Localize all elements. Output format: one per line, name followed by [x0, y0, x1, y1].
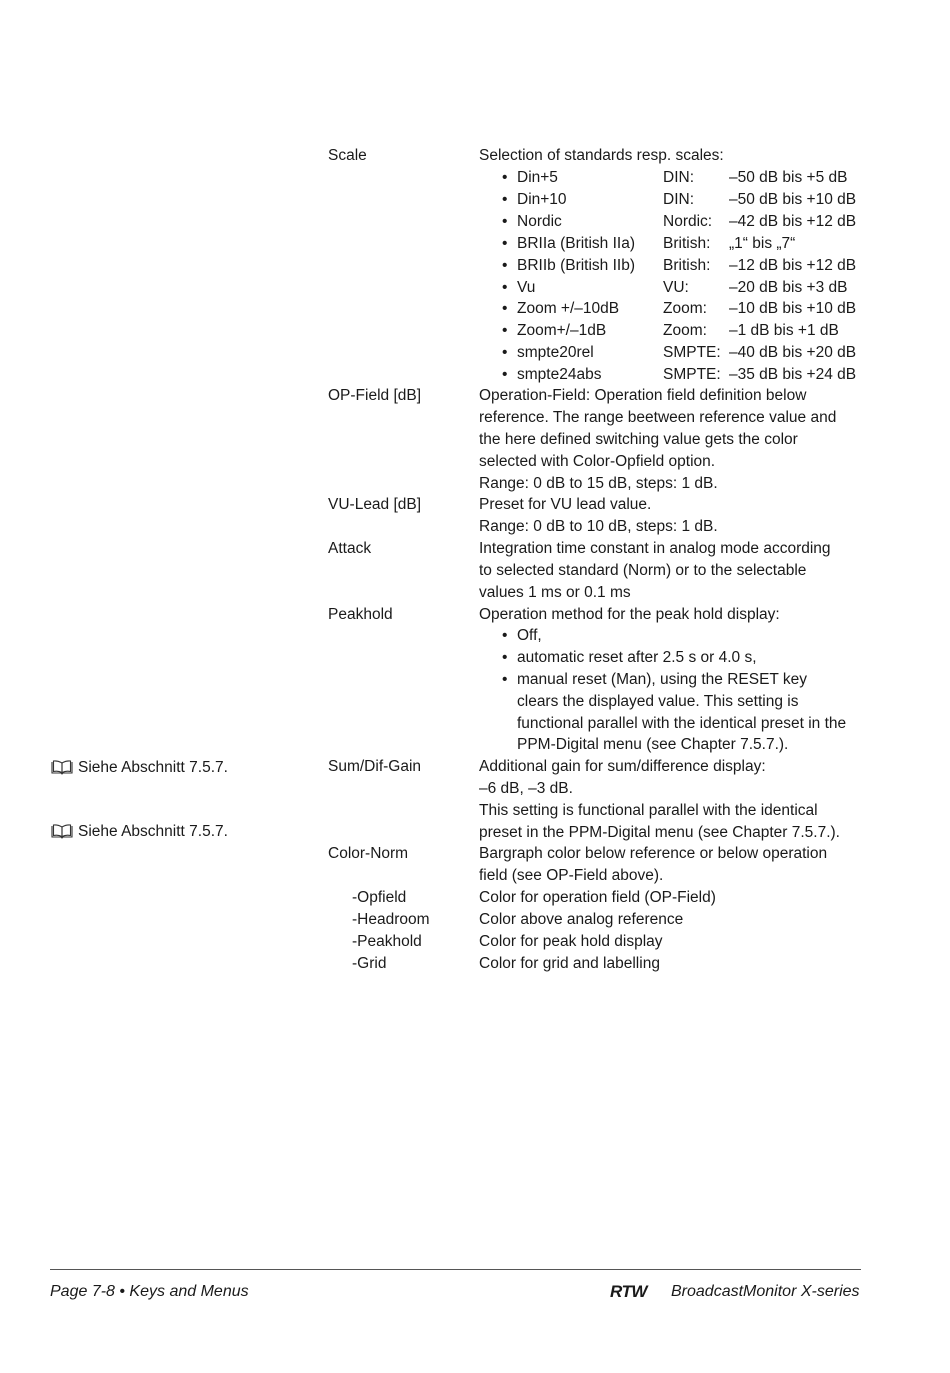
bullet: • [502, 344, 508, 361]
sumdif-line: preset in the PPM-Digital menu (see Chapter 7.5.7.). [479, 824, 840, 841]
bullet: • [502, 257, 508, 274]
colornorm-subdesc: Color above analog reference [479, 911, 684, 928]
colornorm-line: field (see OP-Field above). [479, 867, 664, 884]
bullet: • [502, 366, 508, 383]
scale-intro: Selection of standards resp. scales: [479, 147, 724, 164]
peakhold-bullet: automatic reset after 2.5 s or 4.0 s, [517, 649, 757, 666]
margin-note: Siehe Abschnitt 7.5.7. [78, 823, 228, 840]
scale-item-standard: DIN: [663, 169, 694, 186]
book-icon [51, 824, 73, 839]
bullet: • [502, 627, 508, 644]
scale-item-standard: SMPTE: [663, 344, 721, 361]
bullet: • [502, 671, 508, 688]
vulead-line: Preset for VU lead value. [479, 496, 652, 513]
colornorm-subterm: -Opfield [352, 889, 407, 906]
bullet: • [502, 322, 508, 339]
opfield-line: Range: 0 dB to 15 dB, steps: 1 dB. [479, 475, 718, 492]
bullet: • [502, 279, 508, 296]
sumdif-line: –6 dB, –3 dB. [479, 780, 573, 797]
bullet: • [502, 235, 508, 252]
attack-term: Attack [328, 540, 372, 557]
scale-item-range: –42 dB bis +12 dB [729, 213, 857, 230]
peakhold-bullet-cont: PPM-Digital menu (see Chapter 7.5.7.). [517, 736, 789, 753]
rtw-logo: RTW [610, 1282, 647, 1301]
scale-item-standard: British: [663, 235, 711, 252]
colornorm-term: Color-Norm [328, 845, 409, 862]
scale-item-range: –50 dB bis +5 dB [729, 169, 848, 186]
opfield-line: the here defined switching value gets the color [479, 431, 798, 448]
colornorm-subterm: -Grid [352, 955, 387, 972]
scale-item-range: –40 dB bis +20 dB [729, 344, 857, 361]
footer-product-name: BroadcastMonitor X-series [671, 1283, 860, 1300]
sumdif-line: This setting is functional parallel with the identical [479, 802, 818, 819]
scale-item-standard: DIN: [663, 191, 694, 208]
scale-item-name: BRIIa (British IIa) [517, 235, 635, 252]
scale-item-standard: Zoom: [663, 322, 707, 339]
peakhold-bullet: Off, [517, 627, 542, 644]
vulead-term: VU-Lead [dB] [328, 496, 422, 513]
footer-page-label: Page 7-8 • Keys and Menus [50, 1283, 249, 1300]
colornorm-subterm: -Peakhold [352, 933, 422, 950]
peakhold-intro: Operation method for the peak hold display: [479, 606, 780, 623]
peakhold-term: Peakhold [328, 606, 393, 623]
peakhold-bullet-cont: clears the displayed value. This setting is [517, 693, 799, 710]
sumdif-term: Sum/Dif-Gain [328, 758, 422, 775]
opfield-line: selected with Color-Opfield option. [479, 453, 716, 470]
opfield-line: Operation-Field: Operation field definition below [479, 387, 807, 404]
bullet: • [502, 191, 508, 208]
scale-item-standard: Zoom: [663, 300, 707, 317]
scale-item-name: smpte20rel [517, 344, 594, 361]
peakhold-bullet: manual reset (Man), using the RESET key [517, 671, 808, 688]
attack-line: Integration time constant in analog mode according [479, 540, 831, 557]
bullet: • [502, 169, 508, 186]
scale-item-standard: SMPTE: [663, 366, 721, 383]
attack-line: to selected standard (Norm) or to the selectable [479, 562, 807, 579]
scale-item-standard: VU: [663, 279, 689, 296]
attack-line: values 1 ms or 0.1 ms [479, 584, 631, 601]
scale-item-name: Din+5 [517, 169, 558, 186]
scale-item-name: Nordic [517, 213, 562, 230]
scale-item-range: –35 dB bis +24 dB [729, 366, 857, 383]
bullet: • [502, 213, 508, 230]
scale-item-range: –12 dB bis +12 dB [729, 257, 857, 274]
colornorm-subdesc: Color for operation field (OP-Field) [479, 889, 716, 906]
colornorm-line: Bargraph color below reference or below operation [479, 845, 828, 862]
opfield-term: OP-Field [dB] [328, 387, 422, 404]
opfield-line: reference. The range beetween reference value and [479, 409, 837, 426]
scale-item-name: Din+10 [517, 191, 567, 208]
scale-item-name: Zoom+/–1dB [517, 322, 607, 339]
scale-item-standard: Nordic: [663, 213, 713, 230]
scale-item-standard: British: [663, 257, 711, 274]
sumdif-line: Additional gain for sum/difference display: [479, 758, 766, 775]
scale-item-range: „1“ bis „7“ [729, 235, 796, 252]
colornorm-subdesc: Color for grid and labelling [479, 955, 660, 972]
footer-rule [50, 1269, 861, 1270]
scale-item-name: smpte24abs [517, 366, 602, 383]
bullet: • [502, 649, 508, 666]
bullet: • [502, 300, 508, 317]
scale-item-name: Vu [517, 279, 536, 296]
colornorm-subdesc: Color for peak hold display [479, 933, 663, 950]
scale-term: Scale [328, 147, 367, 164]
scale-item-range: –20 dB bis +3 dB [729, 279, 848, 296]
scale-item-name: Zoom +/–10dB [517, 300, 620, 317]
colornorm-subterm: -Headroom [352, 911, 430, 928]
scale-item-range: –10 dB bis +10 dB [729, 300, 857, 317]
scale-item-range: –50 dB bis +10 dB [729, 191, 857, 208]
scale-item-range: –1 dB bis +1 dB [729, 322, 839, 339]
margin-note: Siehe Abschnitt 7.5.7. [78, 759, 228, 776]
vulead-line: Range: 0 dB to 10 dB, steps: 1 dB. [479, 518, 718, 535]
peakhold-bullet-cont: functional parallel with the identical preset in the [517, 715, 847, 732]
book-icon [51, 760, 73, 775]
scale-item-name: BRIIb (British IIb) [517, 257, 635, 274]
